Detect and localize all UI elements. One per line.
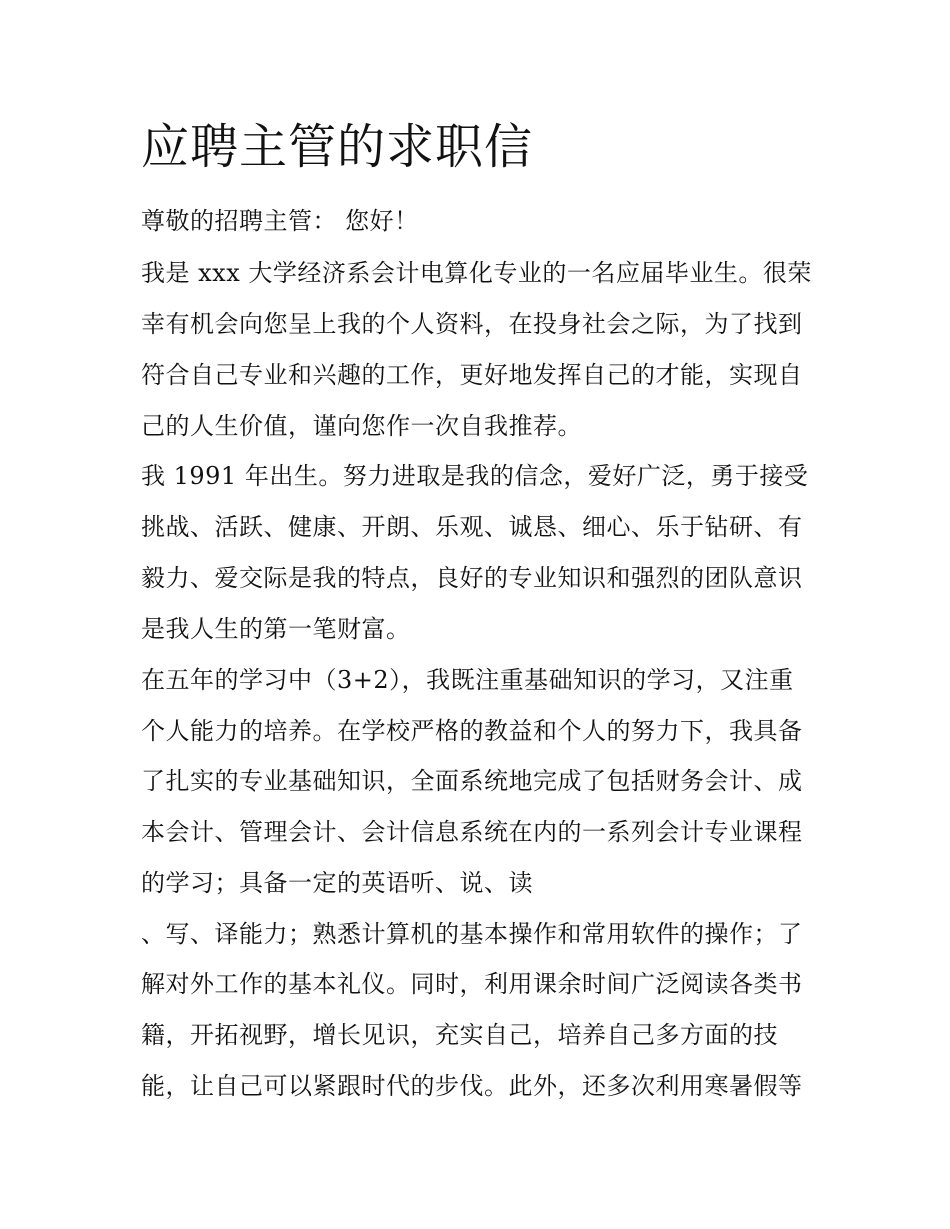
body-line: 个人能力的培养。在学校严格的教益和个人的努力下，我具备 (141, 717, 803, 745)
body-line: 本会计、管理会计、会计信息系统在内的一系列会计专业课程 (141, 818, 803, 846)
body-line: 毅力、爱交际是我的特点，良好的专业知识和强烈的团队意识 (141, 564, 803, 592)
body-line: 符合自己专业和兴趣的工作，更好地发挥自己的才能，实现自 (141, 361, 803, 389)
body-line: 的学习；具备一定的英语听、说、读 (141, 869, 533, 897)
salutation-line: 尊敬的招聘主管： 您好！ (141, 207, 419, 235)
body-line: 我是 xxx 大学经济系会计电算化专业的一名应届毕业生。很荣 (141, 259, 812, 287)
body-line: 籍，开拓视野，增长见识，充实自己，培养自己多方面的技 (141, 1021, 778, 1049)
body-line: 是我人生的第一笔财富。 (141, 615, 411, 643)
body-line: 解对外工作的基本礼仪。同时，利用课余时间广泛阅读各类书 (141, 970, 803, 998)
body-line: 己的人生价值，谨向您作一次自我推荐。 (141, 412, 582, 440)
body-line: 我 1991 年出生。努力进取是我的信念，爱好广泛，勇于接受 (141, 462, 809, 490)
body-line: 挑战、活跃、健康、开朗、乐观、诚恳、细心、乐于钻研、有 (141, 513, 803, 541)
document-title: 应聘主管的求职信 (141, 119, 534, 175)
body-line: 幸有机会向您呈上我的个人资料，在投身社会之际，为了找到 (141, 310, 803, 338)
body-line: 了扎实的专业基础知识，全面系统地完成了包括财务会计、成 (141, 767, 803, 795)
body-line: 能，让自己可以紧跟时代的步伐。此外，还多次利用寒暑假等 (141, 1072, 803, 1100)
body-line: 、写、译能力；熟悉计算机的基本操作和常用软件的操作；了 (141, 920, 803, 948)
body-line: 在五年的学习中（3+2），我既注重基础知识的学习，又注重 (141, 666, 794, 694)
